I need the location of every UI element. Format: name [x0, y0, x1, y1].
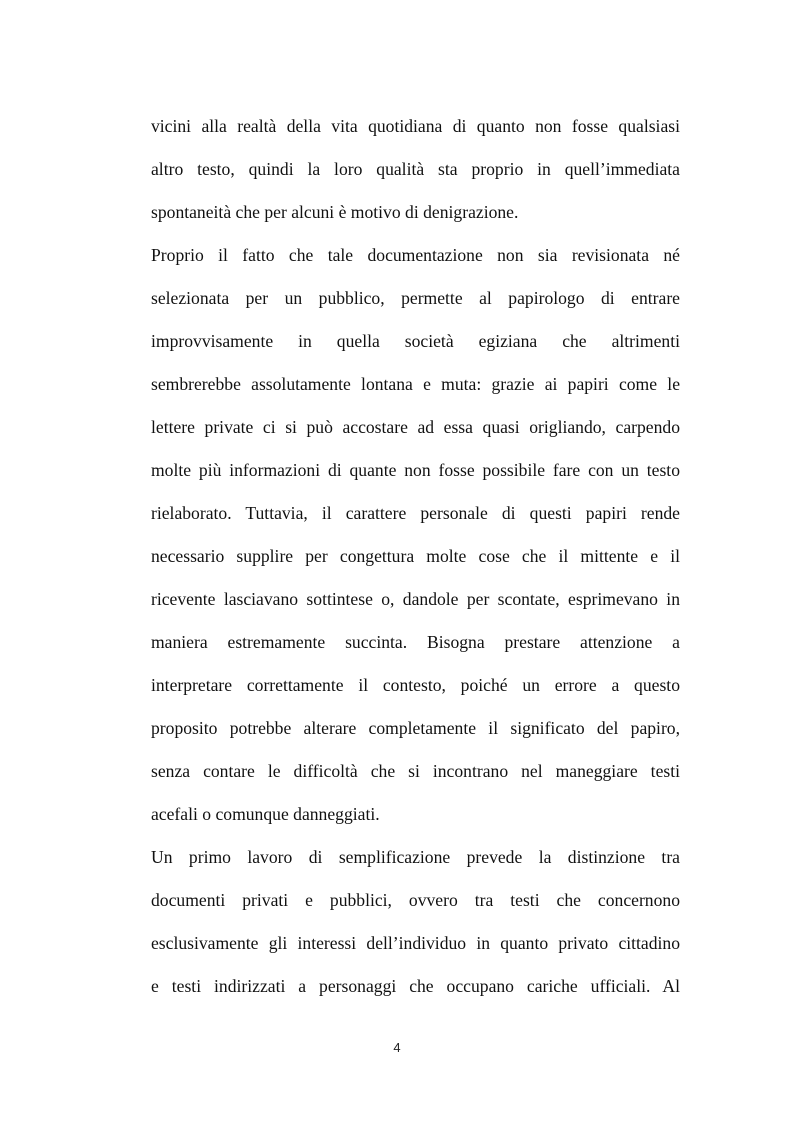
body-text — [151, 108, 680, 1011]
text-line: senza contare le difficoltà che si incontrano nel maneggiare testi — [151, 761, 680, 781]
text-line: improvvisamente in quella società egiziana che altrimenti — [151, 331, 680, 351]
text-line: lettere private ci si può accostare ad essa quasi origliando, carpendo — [151, 417, 680, 437]
text-line: selezionata per un pubblico, permette al papirologo di entrare — [151, 288, 680, 308]
text-line: necessario supplire per congettura molte cose che il mittente e il — [151, 546, 680, 566]
text-line: Proprio il fatto che tale documentazione non sia revisionata né — [151, 245, 680, 265]
page-number: 4 — [393, 1040, 401, 1055]
text-line: esclusivamente gli interessi dell’individuo in quanto privato cittadino — [151, 933, 680, 953]
text-line: ricevente lasciavano sottintese o, dandole per scontate, esprimevano in — [151, 589, 680, 609]
text-line: acefali o comunque danneggiati. — [151, 804, 380, 824]
text-line: rielaborato. Tuttavia, il carattere personale di questi papiri rende — [151, 503, 680, 523]
text-line: Un primo lavoro di semplificazione prevede la distinzione tra — [151, 847, 680, 867]
text-line: maniera estremamente succinta. Bisogna prestare attenzione a — [151, 632, 680, 652]
text-line: vicini alla realtà della vita quotidiana di quanto non fosse qualsiasi — [151, 116, 680, 136]
text-line: altro testo, quindi la loro qualità sta proprio in quell’immediata — [151, 159, 680, 179]
text-line: interpretare correttamente il contesto, poiché un errore a questo — [151, 675, 680, 695]
text-line: e testi indirizzati a personaggi che occupano cariche ufficiali. Al — [151, 976, 680, 996]
text-line: sembrerebbe assolutamente lontana e muta: grazie ai papiri come le — [151, 374, 680, 394]
text-line: documenti privati e pubblici, ovvero tra testi che concernono — [151, 890, 680, 910]
text-line: molte più informazioni di quante non fosse possibile fare con un testo — [151, 460, 680, 480]
text-line: proposito potrebbe alterare completamente il significato del papiro, — [151, 718, 680, 738]
text-line: spontaneità che per alcuni è motivo di denigrazione. — [151, 202, 519, 222]
